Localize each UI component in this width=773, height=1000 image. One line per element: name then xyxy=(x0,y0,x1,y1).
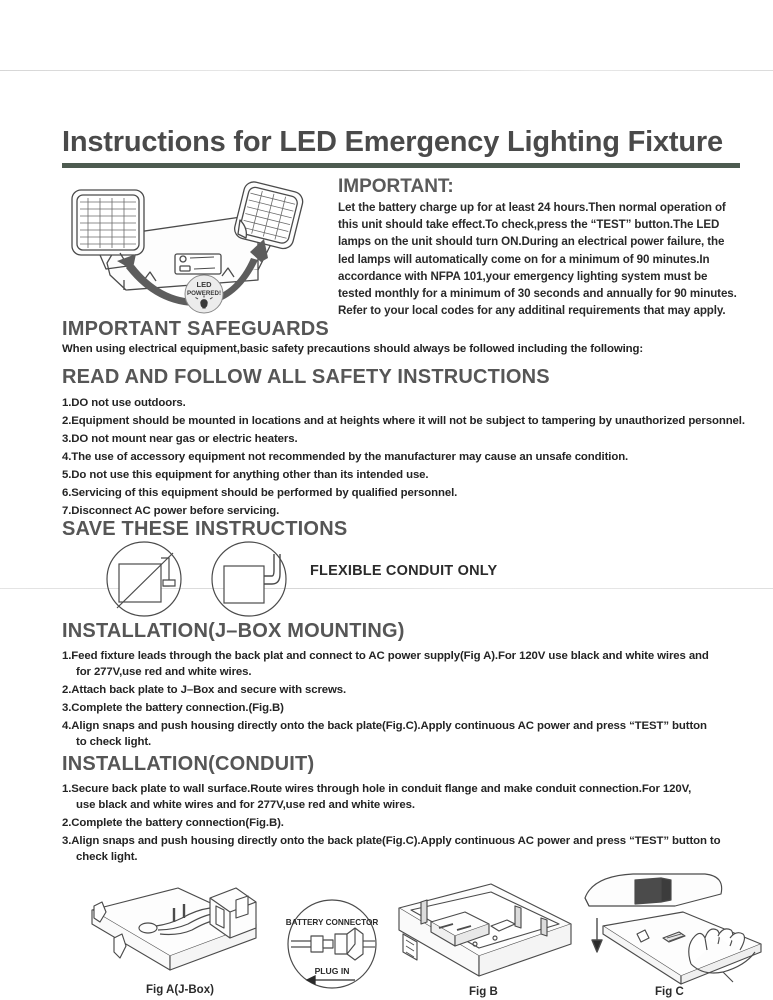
install-conduit-item-3-line-1: 3.Align snaps and push housing directly onto the back plate(Fig.C).Apply continuous AC power and press “TEST” button to xyxy=(62,835,721,847)
emergency-fixture-illustration xyxy=(62,168,337,318)
flexible-conduit-label: FLEXIBLE CONDUIT ONLY xyxy=(310,563,498,579)
important-heading: IMPORTANT: xyxy=(338,176,454,197)
save-instructions-heading: SAVE THESE INSTRUCTIONS xyxy=(62,518,348,540)
install-jbox-item-2: 2.Attach back plate to J–Box and secure with screws. xyxy=(62,684,347,696)
install-conduit-heading: INSTALLATION(CONDUIT) xyxy=(62,753,315,775)
important-body-text: Let the battery charge up for at least 24 hours.Then normal operation of this unit should take effect.To check,press the “TEST” button.The LED lamps on the unit should turn ON.During an electrical power failure, the led lamps will automatically come on for a minimum of 90 minutes.In accordance with NFPA 101,your emergency lighting system must be tested monthly for a minimum of 30 seconds and annually for 90 minutes. Refer to your local codes for any additinal requirements that may apply. xyxy=(338,201,737,318)
safeguards-heading: IMPORTANT SAFEGUARDS xyxy=(62,318,329,340)
page-title: Instructions for LED Emergency Lighting Fixture xyxy=(62,126,723,158)
battery-connector-label: BATTERY CONNECTOR xyxy=(285,918,379,927)
safety-item-5: 5.Do not use this equipment for anything other than its intended use. xyxy=(62,469,429,481)
figure-b-illustration xyxy=(395,878,580,1000)
plug-in-label: PLUG IN xyxy=(314,966,350,976)
install-conduit-item-3-line-2: check light. xyxy=(76,851,138,863)
safety-item-6: 6.Servicing of this equipment should be performed by qualified personnel. xyxy=(62,487,458,499)
figure-a-label: Fig A(J-Box) xyxy=(146,984,214,996)
led-powered-badge xyxy=(185,275,223,313)
install-jbox-item-4-line-2: to check light. xyxy=(76,736,152,748)
figure-b-label: Fig B xyxy=(469,986,498,998)
install-jbox-item-1-line-1: 1.Feed fixture leads through the back plat and connect to AC power supply(Fig A).For 120V use black and white wires and xyxy=(62,650,709,662)
install-conduit-item-2: 2.Complete the battery connection(Fig.B). xyxy=(62,817,284,829)
safety-item-3: 3.DO not mount near gas or electric heaters. xyxy=(62,433,298,445)
figure-c-label: Fig C xyxy=(655,986,684,998)
figure-a-jbox-illustration xyxy=(70,880,295,1000)
safety-item-7: 7.Disconnect AC power before servicing. xyxy=(62,505,280,517)
install-jbox-item-1-line-2: for 277V,use red and white wires. xyxy=(76,666,252,678)
install-jbox-item-3: 3.Complete the battery connection.(Fig.B) xyxy=(62,702,284,714)
badge-line-2: POWERED! xyxy=(186,290,222,297)
install-conduit-item-1-line-1: 1.Secure back plate to wall surface.Route wires through hole in conduit flange and make conduit connection.For 120V, xyxy=(62,783,692,795)
scan-artifact-line-top xyxy=(0,70,773,71)
safety-item-2: 2.Equipment should be mounted in locations and at heights where it will not be subject to tampering by unauthorized personnel. xyxy=(62,415,745,427)
rigid-conduit-prohibited-icon xyxy=(103,540,185,618)
flexible-conduit-allowed-icon xyxy=(208,540,290,618)
safety-item-4: 4.The use of accessory equipment not recommended by the manufacturer may cause an unsafe condition. xyxy=(62,451,629,463)
safeguards-intro: When using electrical equipment,basic safety precautions should always be followed including the following: xyxy=(62,343,644,355)
safety-item-1: 1.DO not use outdoors. xyxy=(62,397,186,409)
battery-connector-inset xyxy=(277,898,387,990)
badge-line-1: LED xyxy=(196,280,212,289)
figure-c-illustration xyxy=(575,872,765,1000)
safety-instructions-heading: READ AND FOLLOW ALL SAFETY INSTRUCTIONS xyxy=(62,366,550,388)
install-jbox-item-4-line-1: 4.Align snaps and push housing directly onto the back plate(Fig.C).Apply continuous AC power and press “TEST” button xyxy=(62,720,707,732)
install-conduit-item-1-line-2: use black and white wires and for 277V,use red and white wires. xyxy=(76,799,415,811)
install-jbox-heading: INSTALLATION(J–BOX MOUNTING) xyxy=(62,620,405,642)
